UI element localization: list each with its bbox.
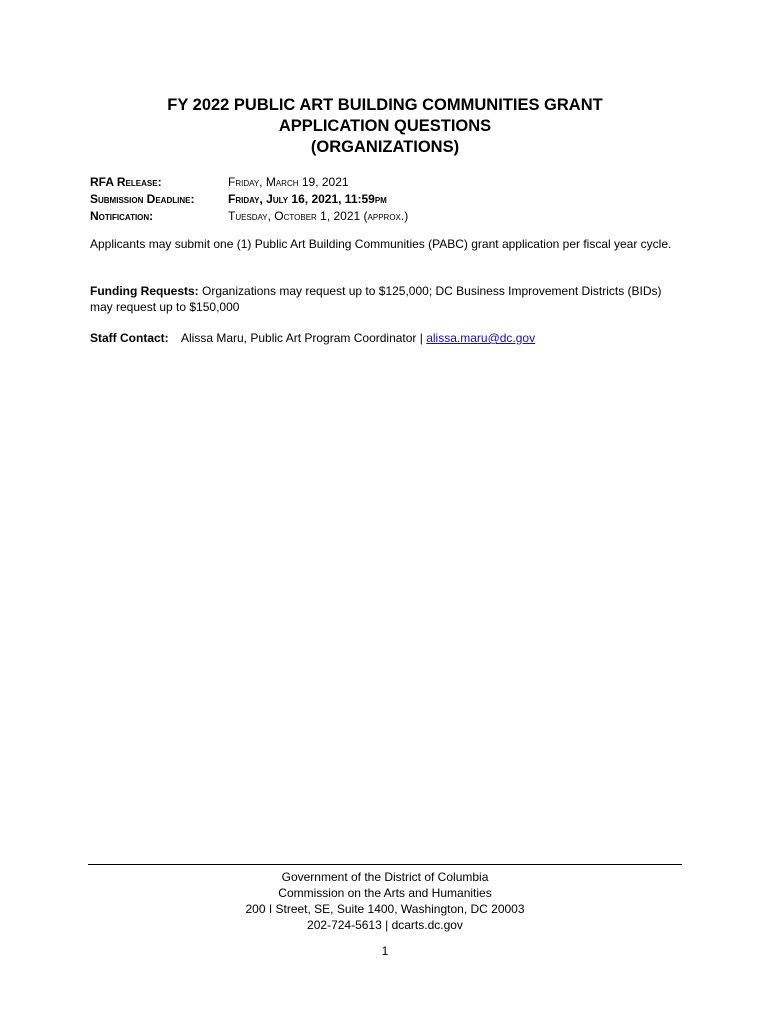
date-row-submission-deadline [90, 191, 408, 208]
document-title [90, 95, 680, 158]
date-label: Notification: [90, 209, 154, 223]
funding-label: Funding Requests: [90, 284, 199, 298]
date-label: Submission Deadline: [90, 192, 195, 206]
footer-line-3: 200 I Street, SE, Suite 1400, Washington, DC 20003 [245, 902, 525, 916]
staff-contact-text: Alissa Maru, Public Art Program Coordinator | [181, 331, 427, 345]
date-value: Friday, July 16, 2021, 11:59pm [228, 192, 387, 206]
footer [90, 869, 680, 933]
funding-text: Organizations may request up to $125,000; DC Business Improvement Districts (BIDs) may request up to $150,000 [90, 284, 662, 314]
title-line-2: APPLICATION QUESTIONS [278, 117, 492, 135]
title-line-3: (ORGANIZATIONS) [310, 138, 460, 156]
date-label: RFA Release: [90, 175, 162, 189]
date-value: Tuesday, October 1, 2021 (approx.) [228, 209, 409, 223]
key-dates [90, 174, 408, 225]
staff-contact-label: Staff Contact: [90, 331, 169, 345]
staff-contact [90, 330, 680, 346]
date-row-rfa-release [90, 174, 408, 191]
footer-line-4: 202-724-5613 | dcarts.dc.gov [307, 918, 463, 932]
title-line-1: FY 2022 PUBLIC ART BUILDING COMMUNITIES GRANT [167, 96, 603, 114]
date-value: Friday, March 19, 2021 [228, 175, 349, 189]
footer-line-1: Government of the District of Columbia [281, 870, 489, 884]
footer-line-2: Commission on the Arts and Humanities [278, 886, 492, 900]
staff-email-link[interactable]: alissa.maru@dc.gov [426, 331, 536, 345]
page-number: 1 [381, 944, 389, 958]
date-row-notification [90, 208, 408, 225]
footer-divider [88, 864, 682, 865]
funding-paragraph [90, 283, 680, 315]
intro-paragraph: Applicants may submit one (1) Public Art Building Communities (PABC) grant application per fiscal year cycle. [90, 237, 672, 251]
